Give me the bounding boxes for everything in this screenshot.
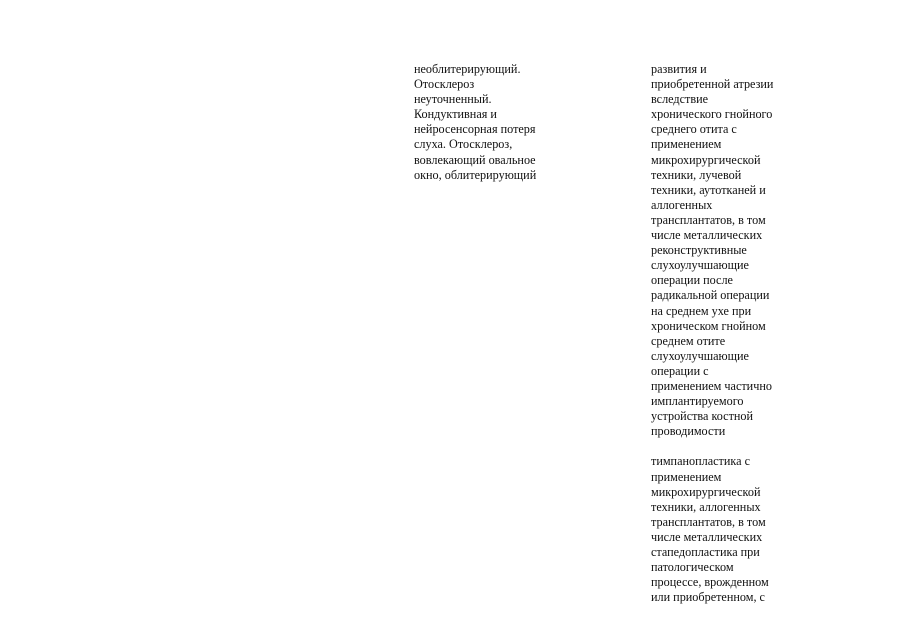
text-line: имплантируемого [651, 394, 744, 409]
text-line: операции с [651, 363, 709, 378]
text-line: хроническом гнойном [651, 318, 766, 333]
text-line: патологическом [651, 560, 734, 575]
text-line: тимпанопластика с [651, 454, 750, 469]
text-line: процессе, врожденном [651, 575, 769, 590]
treatment-block-2 [651, 454, 773, 605]
text-line: техники, аутотканей и [651, 182, 766, 197]
text-line: приобретенной атрезии [651, 77, 774, 92]
text-line: применением [651, 469, 722, 484]
paragraph-gap [651, 439, 773, 454]
text-line: устройства костной [651, 409, 754, 424]
text-line: микрохирургической [651, 484, 761, 499]
text-line: числе металлических [651, 529, 763, 544]
text-line: техники, лучевой [651, 167, 742, 182]
text-line: реконструктивные [651, 243, 747, 258]
text-line: техники, аллогенных [651, 499, 761, 514]
text-line: стапедопластика при [651, 545, 760, 559]
text-line: необлитерирующий. [414, 62, 521, 76]
diagnosis-text-column [414, 62, 536, 183]
text-line: вследствие [651, 92, 709, 107]
text-line: или приобретенном, с [651, 590, 765, 605]
text-line: хронического гнойного [651, 107, 773, 122]
treatment-text-column [651, 62, 773, 605]
text-line: вовлекающий овальное [414, 152, 536, 167]
text-line: Отосклероз [414, 77, 475, 92]
text-line: радикальной операции [651, 288, 770, 303]
text-line: проводимости [651, 424, 726, 439]
text-line: применением частично [651, 378, 772, 393]
treatment-block-1 [651, 62, 773, 439]
text-line: на среднем ухе при [651, 303, 752, 318]
text-line: слухоулучшающие [651, 258, 749, 273]
text-line: Кондуктивная и [414, 107, 497, 122]
text-line: числе металлических [651, 228, 763, 243]
text-line: операции после [651, 273, 733, 288]
text-line: трансплантатов, в том [651, 212, 766, 227]
text-line: среднего отита с [651, 122, 737, 137]
text-line: трансплантатов, в том [651, 514, 766, 529]
text-line: нейросенсорная потеря [414, 122, 536, 137]
text-line: применением [651, 137, 722, 152]
text-line: микрохирургической [651, 152, 761, 167]
text-line: слухоулучшающие [651, 348, 749, 363]
text-line: развития и [651, 62, 707, 76]
text-line: неуточненный. [414, 92, 492, 107]
text-line: слуха. Отосклероз, [414, 137, 513, 152]
text-line: среднем отите [651, 333, 726, 348]
text-line: окно, облитерирующий [414, 167, 537, 182]
text-line: аллогенных [651, 197, 713, 212]
